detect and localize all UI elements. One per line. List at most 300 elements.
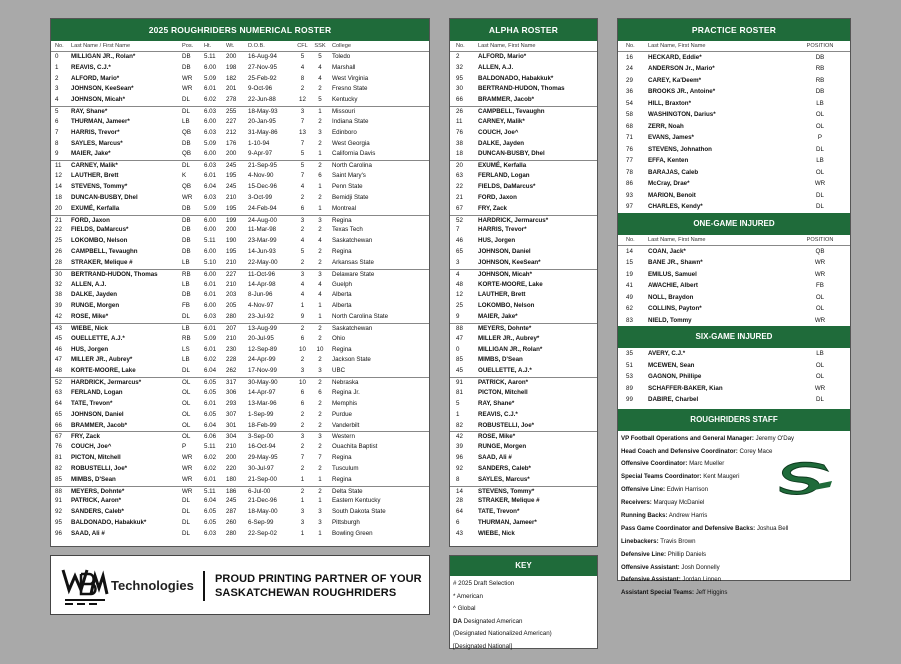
player-college: Arkansas State xyxy=(332,258,374,266)
player-number: 6 xyxy=(456,519,460,527)
player-height: 5.09 xyxy=(204,204,217,212)
player-number: 3 xyxy=(456,258,460,266)
player-name: WIEBE, Nick xyxy=(71,324,108,332)
player-position: LS xyxy=(182,345,190,353)
player-dob: 15-Dec-96 xyxy=(248,182,277,190)
table-row xyxy=(450,312,597,323)
player-cfl-years: 2 xyxy=(300,193,305,201)
player-weight: 210 xyxy=(226,258,237,266)
player-name: CARNEY, Malik* xyxy=(478,117,525,125)
player-name: MEYERS, Dohnte* xyxy=(478,324,532,332)
player-height: 6.01 xyxy=(204,85,217,93)
player-name: MIMBS, D'Sean xyxy=(478,356,523,364)
col-college: College xyxy=(332,43,351,49)
player-weight: 280 xyxy=(226,529,237,537)
staff-line xyxy=(618,574,850,587)
player-ssk-years: 2 xyxy=(318,334,322,342)
player-dob: 6-Jul-00 xyxy=(248,487,271,495)
player-name: MIMBS, D'Sean xyxy=(71,475,116,483)
player-college: Bemidji State xyxy=(332,193,369,201)
player-name: ANDERSON Jr., Mario* xyxy=(648,65,715,73)
player-cfl-years: 6 xyxy=(300,389,305,396)
player-number: 95 xyxy=(55,519,62,527)
player-height: 6.00 xyxy=(204,150,217,158)
player-number: 66 xyxy=(456,96,463,104)
player-name: CAMPBELL, Tevaughn xyxy=(71,248,138,256)
key-line xyxy=(450,628,597,641)
staff-line xyxy=(618,549,850,562)
player-name: GAGNON, Phillipe xyxy=(648,373,702,381)
player-number: 38 xyxy=(55,291,62,299)
table-row xyxy=(450,529,597,540)
table-row xyxy=(51,236,429,247)
player-position: OL xyxy=(815,361,825,369)
player-number: 96 xyxy=(456,454,463,462)
staff-person: Marc Mueller xyxy=(689,460,725,468)
player-dob: 4-Nov-97 xyxy=(248,302,274,310)
staff-line xyxy=(618,510,850,523)
player-position: WR xyxy=(182,85,193,93)
player-weight: 245 xyxy=(226,162,237,170)
player-height: 6.00 xyxy=(204,248,217,256)
player-ssk-years: 2 xyxy=(318,464,322,472)
player-number: 86 xyxy=(626,180,633,188)
staff-person: Jeremy O'Day xyxy=(755,434,795,442)
player-ssk-years: 4 xyxy=(318,63,322,71)
player-college: Montreal xyxy=(332,204,357,212)
table-row xyxy=(51,225,429,236)
player-weight: 200 xyxy=(226,454,237,462)
player-position: DB xyxy=(815,88,825,96)
player-number: 28 xyxy=(456,497,463,505)
staff-body xyxy=(618,431,850,601)
player-weight: 186 xyxy=(226,487,237,495)
table-row xyxy=(450,247,597,258)
player-college: Bowling Green xyxy=(332,529,373,537)
player-number: 82 xyxy=(55,464,62,472)
player-ssk-years: 1 xyxy=(318,475,322,483)
key-text: # 2025 Draft Selection xyxy=(453,580,515,587)
player-number: 63 xyxy=(456,172,463,180)
player-name: JOHNSON, KeeSean* xyxy=(71,85,134,93)
player-position: OL xyxy=(182,399,191,407)
player-number: 29 xyxy=(626,76,633,84)
col-no: No. xyxy=(456,43,465,49)
player-ssk-years: 3 xyxy=(318,128,322,136)
player-number: 39 xyxy=(55,302,62,310)
player-dob: 29-May-95 xyxy=(248,454,278,462)
player-number: 14 xyxy=(626,247,633,255)
player-position: RB xyxy=(182,334,191,342)
player-ssk-years: 4 xyxy=(318,280,322,288)
player-position: QB xyxy=(182,150,191,158)
key-abbrev: DA xyxy=(453,617,462,625)
table-row xyxy=(450,84,597,95)
player-position: QB xyxy=(815,247,825,255)
player-name: RAY, Shane* xyxy=(71,108,108,116)
player-number: 19 xyxy=(626,270,633,278)
player-ssk-years: 2 xyxy=(318,85,322,93)
key-title: KEY xyxy=(450,556,597,576)
table-row xyxy=(450,431,597,442)
player-college: Guelph xyxy=(332,280,352,288)
player-ssk-years: 4 xyxy=(318,237,322,245)
player-dob: 14-Jun-93 xyxy=(248,248,276,256)
table-row xyxy=(51,74,429,85)
player-weight: 245 xyxy=(226,497,237,505)
player-position: WR xyxy=(814,180,826,188)
player-ssk-years: 2 xyxy=(318,443,322,451)
player-position: WR xyxy=(182,454,193,462)
player-cfl-years: 3 xyxy=(300,433,305,441)
player-name: PICTON, Mitchell xyxy=(71,454,121,462)
player-number: 4 xyxy=(456,270,460,278)
player-ssk-years: 2 xyxy=(318,379,322,387)
player-college: Kentucky xyxy=(332,96,358,104)
col-position: POSITION xyxy=(806,43,834,49)
table-row xyxy=(51,410,429,421)
table-row xyxy=(51,475,429,486)
player-dob: 20-Jul-95 xyxy=(248,334,274,342)
player-number: 26 xyxy=(55,248,62,256)
player-name: FIELDS, DaMarcus* xyxy=(478,182,536,190)
player-ssk-years: 3 xyxy=(318,519,322,527)
table-row xyxy=(51,171,429,182)
player-name: HARDRICK, Jermarcus* xyxy=(71,379,142,387)
player-height: 6.03 xyxy=(204,128,217,136)
player-ssk-years: 1 xyxy=(318,108,322,116)
player-position: OL xyxy=(182,421,191,429)
table-row xyxy=(51,290,429,301)
player-dob: 24-Feb-94 xyxy=(248,204,277,212)
player-dob: 9-Apr-97 xyxy=(248,150,273,158)
col-dob: D.O.B. xyxy=(248,43,265,49)
table-row xyxy=(450,225,597,236)
player-cfl-years: 5 xyxy=(300,150,305,158)
player-name: TATE, Trevon* xyxy=(71,399,113,407)
player-cfl-years: 1 xyxy=(300,497,305,505)
col-name: Last Name, First Name xyxy=(478,43,536,49)
player-cfl-years: 12 xyxy=(299,96,306,104)
player-number: 76 xyxy=(626,145,633,153)
player-name: STRAKER, Melique # xyxy=(478,497,540,505)
player-cfl-years: 1 xyxy=(300,529,305,537)
table-row xyxy=(450,106,597,117)
player-cfl-years: 2 xyxy=(300,464,305,472)
player-position: LB xyxy=(816,99,824,107)
player-position: OL xyxy=(182,389,191,396)
table-row xyxy=(450,410,597,421)
key-text: Designated American xyxy=(461,617,523,625)
player-height: 6.03 xyxy=(204,162,217,170)
table-row xyxy=(51,106,429,117)
player-position: QB xyxy=(182,182,191,190)
player-cfl-years: 4 xyxy=(300,280,305,288)
player-height: 6.01 xyxy=(204,399,217,407)
player-ssk-years: 2 xyxy=(318,162,322,170)
player-ssk-years: 5 xyxy=(318,96,322,104)
staff-section xyxy=(618,431,850,601)
table-row xyxy=(450,171,597,182)
player-name: THURMAN, Jameer* xyxy=(71,117,130,125)
player-weight: 280 xyxy=(226,313,237,321)
player-name: SANDERS, Caleb* xyxy=(71,508,124,516)
player-position: OL xyxy=(815,122,825,130)
staff-title: ROUGHRIDERS STAFF xyxy=(618,409,850,431)
player-height: 6.04 xyxy=(204,497,217,505)
player-name: EXUMÉ, Kerfalla xyxy=(71,204,120,212)
player-height: 6.00 xyxy=(204,302,217,310)
player-college: West Georgia xyxy=(332,139,370,147)
player-number: 68 xyxy=(626,122,633,130)
staff-person: Corey Mace xyxy=(739,447,773,455)
player-number: 26 xyxy=(456,108,463,116)
player-weight: 205 xyxy=(226,302,237,310)
player-cfl-years: 10 xyxy=(299,345,306,353)
player-cfl-years: 4 xyxy=(300,63,305,71)
player-cfl-years: 2 xyxy=(300,421,305,429)
player-name: LOKOMBO, Nelson xyxy=(478,302,535,310)
player-ssk-years: 1 xyxy=(318,313,322,321)
sponsor-tagline-2: SASKATCHEWAN ROUGHRIDERS xyxy=(215,587,397,599)
player-number: 92 xyxy=(55,508,62,516)
table-row xyxy=(51,182,429,193)
player-position: LB xyxy=(816,350,824,358)
player-number: 8 xyxy=(55,139,59,147)
player-dob: 22-May-00 xyxy=(248,258,278,266)
player-name: REAVIS, C.J.* xyxy=(71,63,111,71)
player-name: COUCH, Joe^ xyxy=(478,128,519,136)
table-row xyxy=(51,377,429,388)
player-ssk-years: 1 xyxy=(318,497,322,505)
player-ssk-years: 2 xyxy=(318,117,322,125)
player-name: THURMAN, Jameer* xyxy=(478,519,537,527)
player-height: 5.11 xyxy=(204,487,216,495)
one-game-injured-header xyxy=(618,235,850,246)
six-game-injured-title: SIX-GAME INJURED xyxy=(618,326,850,348)
player-cfl-years: 5 xyxy=(300,52,305,60)
player-dob: 4-Nov-90 xyxy=(248,172,274,180)
player-number: 6 xyxy=(55,117,59,125)
col-pos: Pos. xyxy=(182,43,194,49)
col-position: POSITION xyxy=(806,236,834,243)
key-text: * American xyxy=(453,592,483,600)
table-row xyxy=(618,360,850,372)
player-cfl-years: 6 xyxy=(300,399,305,407)
player-dob: 22-Sep-02 xyxy=(248,529,277,537)
player-position: RB xyxy=(815,76,825,84)
table-row xyxy=(450,421,597,432)
key-body xyxy=(450,576,597,653)
player-dob: 1-Sep-99 xyxy=(248,410,274,418)
table-row xyxy=(51,507,429,518)
table-row xyxy=(450,290,597,301)
player-name: HARRIS, Trevor* xyxy=(478,226,527,234)
player-number: 48 xyxy=(456,280,463,288)
player-dob: 14-Apr-97 xyxy=(248,389,276,396)
player-height: 6.06 xyxy=(204,433,217,441)
player-number: 71 xyxy=(626,134,633,142)
alpha-roster-header xyxy=(450,41,597,52)
alpha-roster-title: ALPHA ROSTER xyxy=(450,19,597,41)
player-height: 6.05 xyxy=(204,519,217,527)
player-name: ALFORD, Mario* xyxy=(71,74,120,82)
table-row xyxy=(618,52,850,64)
table-row xyxy=(51,160,429,171)
key-line xyxy=(450,616,597,629)
player-dob: 25-Feb-92 xyxy=(248,74,277,82)
player-cfl-years: 6 xyxy=(300,334,305,342)
player-name: STRAKER, Melique # xyxy=(71,258,133,266)
staff-person: Jeff Higgins xyxy=(695,589,728,597)
table-row xyxy=(51,149,429,160)
player-cfl-years: 3 xyxy=(300,519,305,527)
table-row xyxy=(450,366,597,377)
player-name: ROSE, Mike* xyxy=(71,313,109,321)
staff-line xyxy=(618,523,850,536)
player-name: BRAMMER, Jacob* xyxy=(478,96,535,104)
player-dob: 12-Sep-89 xyxy=(248,345,277,353)
player-number: 66 xyxy=(55,421,62,429)
staff-role: Defensive Line: xyxy=(621,550,667,558)
player-ssk-years: 4 xyxy=(318,74,322,82)
table-row xyxy=(450,74,597,85)
player-college: Regina Jr. xyxy=(332,389,360,396)
table-row xyxy=(51,355,429,366)
player-name: FRY, Zack xyxy=(478,204,507,212)
player-weight: 228 xyxy=(226,356,237,364)
key-line xyxy=(450,603,597,616)
player-number: 63 xyxy=(55,389,62,396)
player-number: 32 xyxy=(456,63,463,71)
player-name: LOKOMBO, Nelson xyxy=(71,237,128,245)
player-cfl-years: 7 xyxy=(300,139,305,147)
player-number: 24 xyxy=(626,65,633,73)
table-row xyxy=(618,280,850,292)
player-cfl-years: 2 xyxy=(300,258,305,266)
player-name: MILLER JR., Aubrey* xyxy=(71,356,133,364)
table-row xyxy=(450,193,597,204)
player-number: 9 xyxy=(456,313,460,321)
player-name: SAAD, Ali # xyxy=(478,454,512,462)
player-position: DB xyxy=(182,237,191,245)
player-name: PICTON, Mitchell xyxy=(478,389,528,396)
player-ssk-years: 5 xyxy=(318,52,322,60)
player-number: 67 xyxy=(456,204,463,212)
player-position: DL xyxy=(182,519,190,527)
player-dob: 8-Jun-96 xyxy=(248,291,273,299)
player-number: 81 xyxy=(456,389,463,396)
player-position: DB xyxy=(182,226,191,234)
player-name: HARRIS, Trevor* xyxy=(71,128,120,136)
player-height: 6.03 xyxy=(204,108,217,116)
player-weight: 182 xyxy=(226,74,237,82)
player-name: SCHAFFER-BAKER, Kian xyxy=(648,384,723,392)
player-name: BROOKS JR., Antoine* xyxy=(648,88,716,96)
player-college: Alberta xyxy=(332,302,352,310)
player-name: DABIRE, Charbel xyxy=(648,396,699,404)
col-no: No. xyxy=(55,43,64,49)
player-name: EVANS, James* xyxy=(648,134,694,142)
practice-roster-header xyxy=(618,41,850,52)
player-height: 5.11 xyxy=(204,52,216,60)
player-cfl-years: 4 xyxy=(300,291,305,299)
player-position: OL xyxy=(815,373,825,381)
player-college: Eastern Kentucky xyxy=(332,497,381,505)
player-cfl-years: 1 xyxy=(300,302,305,310)
player-name: COUCH, Joe^ xyxy=(71,443,112,451)
col-name: Last Name, First Name xyxy=(648,236,706,243)
player-name: ALLEN, A.J. xyxy=(478,63,514,71)
player-college: Indiana State xyxy=(332,117,369,125)
player-position: OL xyxy=(182,379,191,387)
table-row xyxy=(51,431,429,442)
player-height: 6.03 xyxy=(204,313,217,321)
table-row xyxy=(450,464,597,475)
player-dob: 3-Sep-00 xyxy=(248,433,274,441)
player-cfl-years: 3 xyxy=(300,367,305,375)
table-row xyxy=(618,63,850,75)
player-number: 36 xyxy=(626,88,633,96)
player-name: COLLINS, Payton* xyxy=(648,305,702,313)
table-row xyxy=(51,399,429,410)
player-college: California Davis xyxy=(332,150,376,158)
player-name: JOHNSON, Daniel xyxy=(478,248,531,256)
player-college: Missouri xyxy=(332,108,356,116)
player-height: 5.11 xyxy=(204,237,216,245)
player-number: 92 xyxy=(456,464,463,472)
player-number: 21 xyxy=(55,216,62,224)
player-weight: 227 xyxy=(226,270,237,278)
table-row xyxy=(51,280,429,291)
player-name: FERLAND, Logan xyxy=(478,172,530,180)
staff-role: Receivers: xyxy=(621,499,652,507)
player-height: 6.03 xyxy=(204,529,217,537)
table-row xyxy=(51,464,429,475)
player-number: 49 xyxy=(626,293,633,301)
player-name: JOHNSON, Daniel xyxy=(71,410,124,418)
player-number: 22 xyxy=(456,182,463,190)
player-name: SAYLES, Marcus* xyxy=(71,139,123,147)
player-number: 46 xyxy=(456,237,463,245)
player-number: 11 xyxy=(456,117,463,125)
table-row xyxy=(450,442,597,453)
player-dob: 21-Sep-95 xyxy=(248,162,277,170)
player-number: 5 xyxy=(55,108,59,116)
player-height: 6.03 xyxy=(204,193,217,201)
player-cfl-years: 3 xyxy=(300,270,305,278)
player-cfl-years: 2 xyxy=(300,487,305,495)
player-number: 64 xyxy=(456,508,463,516)
player-ssk-years: 2 xyxy=(318,399,322,407)
player-number: 62 xyxy=(626,305,633,313)
player-number: 18 xyxy=(456,150,463,158)
table-row xyxy=(51,366,429,377)
player-name: REAVIS, C.J.* xyxy=(478,410,518,418)
table-row xyxy=(450,117,597,128)
table-row xyxy=(618,167,850,179)
key-line xyxy=(450,578,597,591)
table-row xyxy=(618,269,850,281)
player-number: 82 xyxy=(456,421,463,429)
six-game-injured-body xyxy=(618,348,850,406)
table-row xyxy=(450,388,597,399)
staff-line xyxy=(618,433,850,446)
player-dob: 31-May-86 xyxy=(248,128,278,136)
table-row xyxy=(51,193,429,204)
player-dob: 23-Mar-99 xyxy=(248,237,277,245)
player-name: ZERR, Noah xyxy=(648,122,684,130)
